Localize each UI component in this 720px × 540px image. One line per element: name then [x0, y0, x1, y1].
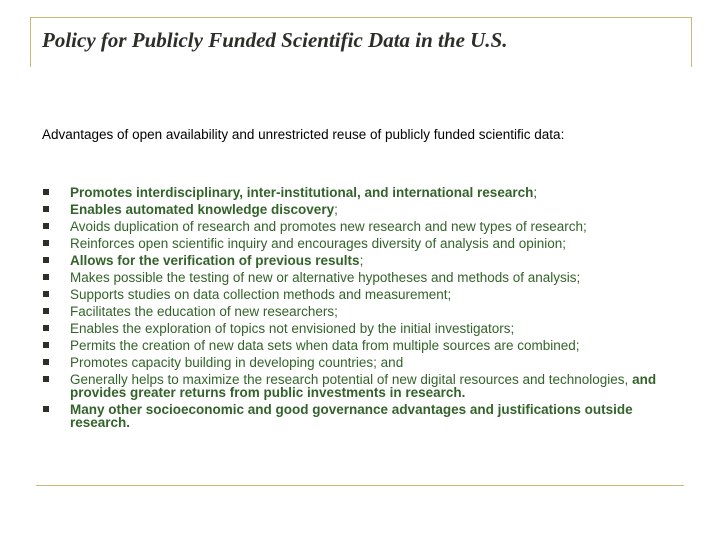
list-item-text: ; — [533, 185, 538, 200]
list-item — [42, 322, 682, 335]
square-bullet-icon — [43, 206, 49, 212]
list-item — [42, 356, 682, 369]
list-item — [42, 271, 682, 284]
square-bullet-icon — [43, 376, 49, 382]
square-bullet-icon — [43, 240, 49, 246]
list-item-text: ; — [359, 253, 364, 268]
square-bullet-icon — [43, 308, 49, 314]
emphasized-text: Allows for the verification of previous results — [70, 253, 360, 268]
list-item — [42, 339, 682, 352]
list-item-text: Permits the creation of new data sets when data from multiple sources are combined; — [70, 338, 580, 353]
slide-title: Policy for Publicly Funded Scientific Data in the U.S. — [42, 28, 508, 52]
list-item-text: Promotes capacity building in developing countries; and — [70, 355, 404, 370]
list-item-text: ; — [334, 202, 338, 217]
square-bullet-icon — [43, 257, 49, 263]
title-frame-left-rule — [30, 17, 31, 67]
list-item — [42, 254, 682, 267]
title-frame-right-rule — [691, 17, 692, 67]
advantages-list — [42, 186, 682, 433]
square-bullet-icon — [43, 189, 49, 195]
square-bullet-icon — [43, 359, 49, 365]
square-bullet-icon — [43, 274, 49, 280]
emphasized-text: Enables automated knowledge discovery — [70, 202, 335, 217]
title-frame-top-rule — [30, 17, 692, 18]
list-item — [42, 305, 682, 318]
square-bullet-icon — [43, 406, 49, 412]
footer-rule — [36, 485, 684, 486]
list-item — [42, 373, 682, 399]
list-item-text: Avoids duplication of research and promotes new research and new types of research; — [70, 219, 587, 234]
list-item — [42, 203, 682, 216]
list-item-text: Facilitates the education of new researchers; — [70, 304, 338, 319]
list-item-text: Supports studies on data collection methods and measurement; — [70, 287, 452, 302]
intro-text: Advantages of open availability and unrestricted reuse of publicly funded scientific data: — [42, 127, 565, 142]
emphasized-text: Many other socioeconomic and good governance advantages and justifications outside research. — [70, 402, 633, 430]
list-item-text: Makes possible the testing of new or alternative hypotheses and methods of analysis; — [70, 270, 581, 285]
square-bullet-icon — [43, 223, 49, 229]
square-bullet-icon — [43, 325, 49, 331]
emphasized-text: Promotes interdisciplinary, inter-institutional, and international research — [70, 185, 534, 200]
list-item-text: Generally helps to maximize the research potential of new digital resources and technologies, — [70, 372, 633, 387]
list-item-text: Reinforces open scientific inquiry and encourages diversity of analysis and opinion; — [70, 236, 567, 251]
list-item — [42, 288, 682, 301]
square-bullet-icon — [43, 291, 49, 297]
emphasized-text: and provides greater returns from public investments in research. — [70, 372, 657, 400]
square-bullet-icon — [43, 342, 49, 348]
list-item-text: Enables the exploration of topics not envisioned by the initial investigators; — [70, 321, 515, 336]
list-item — [42, 220, 682, 233]
list-item — [42, 237, 682, 250]
list-item — [42, 186, 682, 199]
list-item — [42, 403, 682, 429]
